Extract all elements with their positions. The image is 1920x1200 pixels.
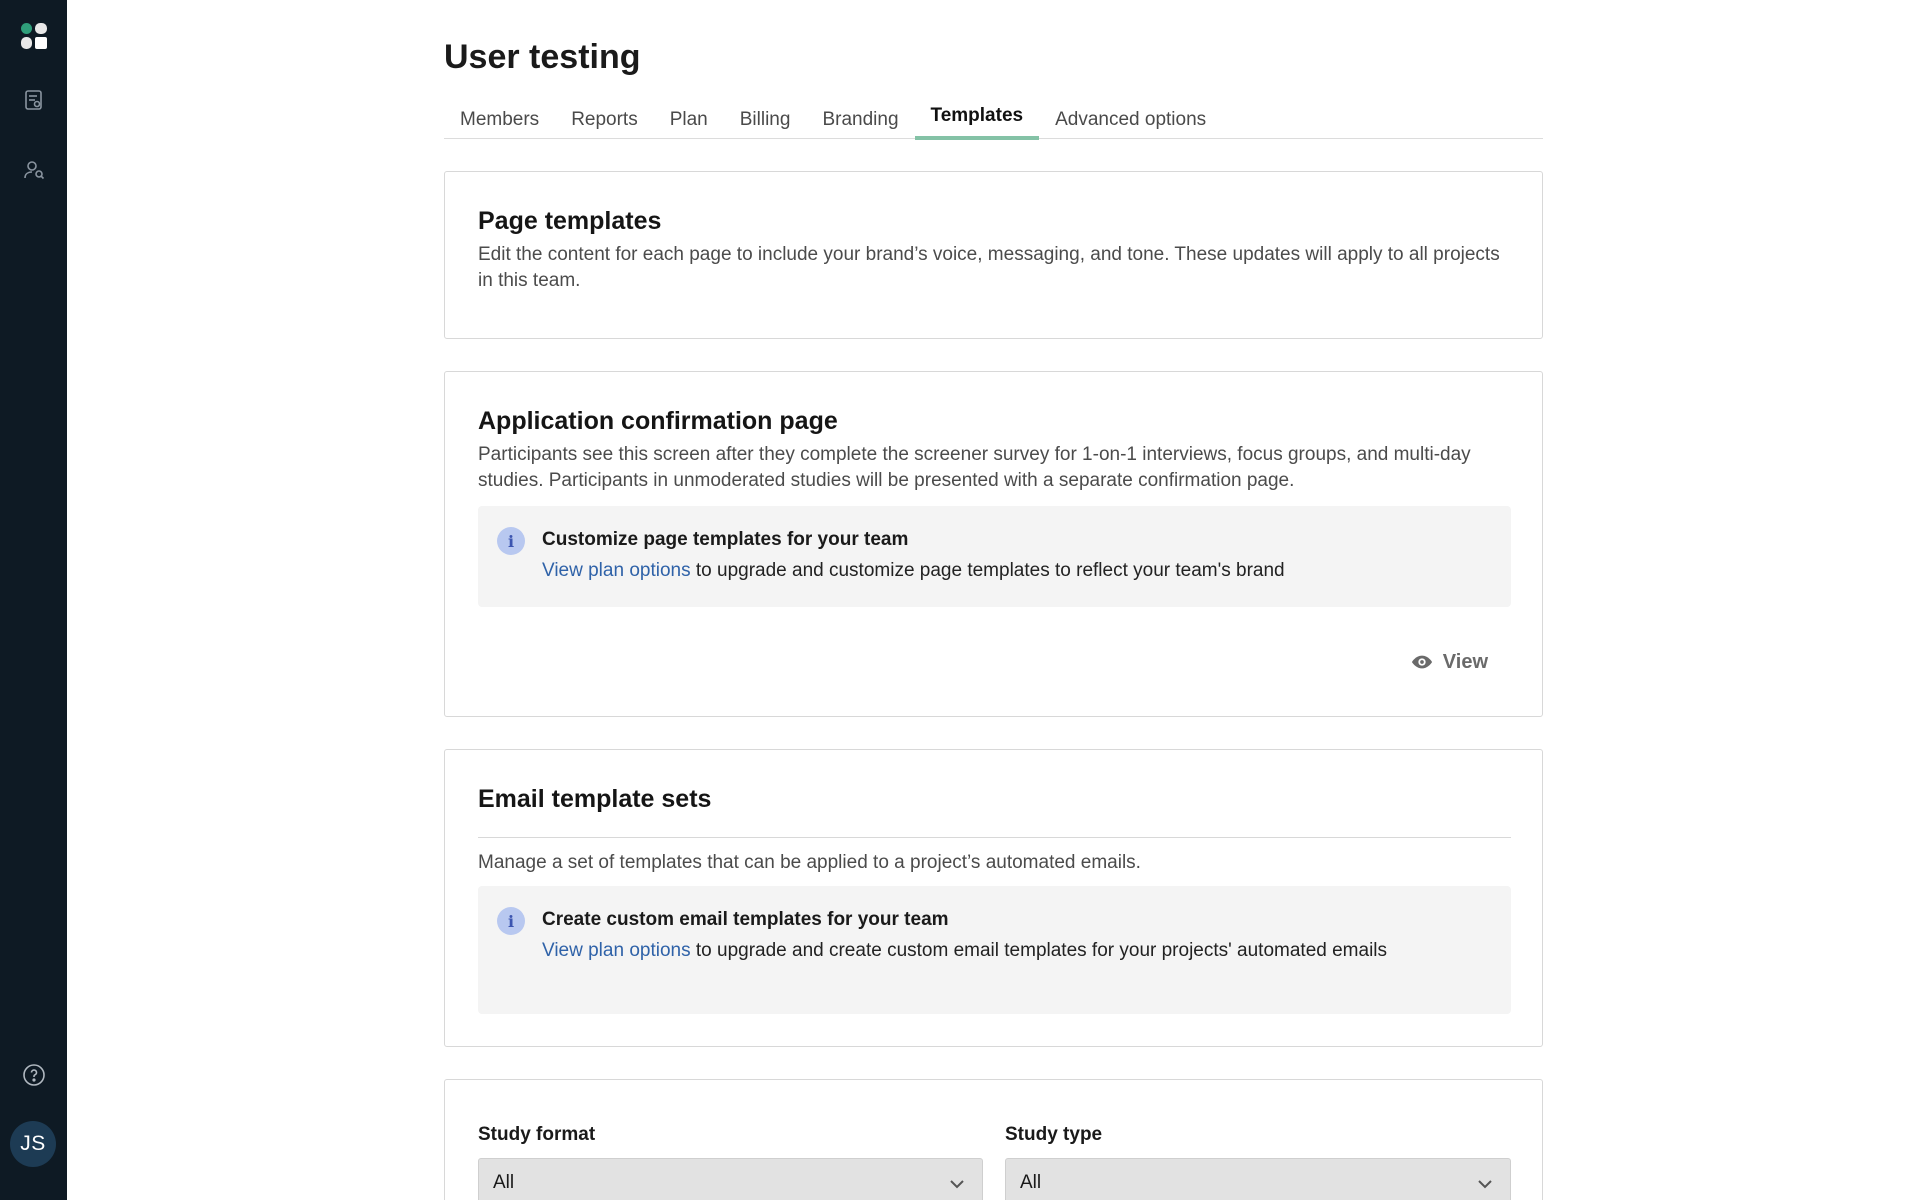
custom-email-templates-notice xyxy=(478,886,1511,1014)
customize-templates-notice xyxy=(478,506,1511,607)
study-format-label: Study format xyxy=(478,1124,596,1145)
page-title: User testing xyxy=(444,38,641,76)
application-confirmation-card xyxy=(444,371,1543,717)
study-format-value: All xyxy=(493,1172,515,1193)
view-plan-options-link[interactable]: View plan options xyxy=(542,560,691,581)
view-label: View xyxy=(1442,650,1488,673)
chevron-down-icon xyxy=(1476,1175,1494,1193)
tab-billing[interactable]: Billing xyxy=(739,108,791,130)
tab-members[interactable]: Members xyxy=(460,108,540,130)
users-search-icon[interactable] xyxy=(0,150,67,190)
notice-title: Create custom email templates for your team xyxy=(542,909,949,930)
study-type-select[interactable] xyxy=(1005,1158,1511,1200)
email-template-sets-description: Manage a set of templates that can be applied to a project’s automated emails. xyxy=(478,852,1141,873)
chevron-down-icon xyxy=(948,1175,966,1193)
filters-card xyxy=(444,1079,1543,1200)
email-template-sets-title: Email template sets xyxy=(478,785,712,813)
notice-title: Customize page templates for your team xyxy=(542,529,909,550)
view-button[interactable] xyxy=(1411,647,1488,677)
notice-body: to upgrade and create custom email templates for your projects' automated emails xyxy=(690,940,1388,961)
application-confirmation-description: Participants see this screen after they complete the screener survey for 1-on-1 interviews, focus groups, and multi-day studies. Participants in unmoderated studies will be presented with a separate confirmation page. xyxy=(478,444,1471,491)
view-plan-options-link[interactable]: View plan options xyxy=(542,940,691,961)
left-sidebar xyxy=(0,0,67,1200)
page-templates-card xyxy=(444,171,1543,339)
notice-body: to upgrade and customize page templates to reflect your team's brand xyxy=(690,560,1285,581)
help-icon[interactable] xyxy=(0,1055,67,1095)
notice-text xyxy=(542,937,1422,964)
tab-bar xyxy=(444,98,1543,139)
study-type-label: Study type xyxy=(1005,1124,1103,1145)
study-format-select[interactable] xyxy=(478,1158,983,1200)
notice-text xyxy=(542,557,1422,584)
info-icon: i xyxy=(497,907,525,935)
email-template-sets-card xyxy=(444,749,1543,1047)
document-icon[interactable] xyxy=(0,80,67,120)
study-type-value: All xyxy=(1020,1172,1042,1193)
tab-branding[interactable]: Branding xyxy=(822,108,899,130)
application-confirmation-title: Application confirmation page xyxy=(478,407,838,435)
tab-reports[interactable]: Reports xyxy=(571,108,638,130)
section-divider xyxy=(478,837,1511,838)
eye-icon xyxy=(1411,651,1433,673)
tab-plan[interactable]: Plan xyxy=(669,108,708,130)
page-templates-description: Edit the content for each page to include your brand’s voice, messaging, and tone. These updates will apply to all projects in this team. xyxy=(478,244,1500,291)
app-logo-icon[interactable] xyxy=(0,16,67,56)
avatar-initials: JS xyxy=(20,1132,46,1155)
tab-advanced-options[interactable]: Advanced options xyxy=(1055,108,1207,130)
info-icon: i xyxy=(497,527,525,555)
avatar[interactable] xyxy=(10,1121,56,1167)
page-templates-title: Page templates xyxy=(478,207,662,235)
tab-templates[interactable]: Templates xyxy=(915,98,1040,139)
